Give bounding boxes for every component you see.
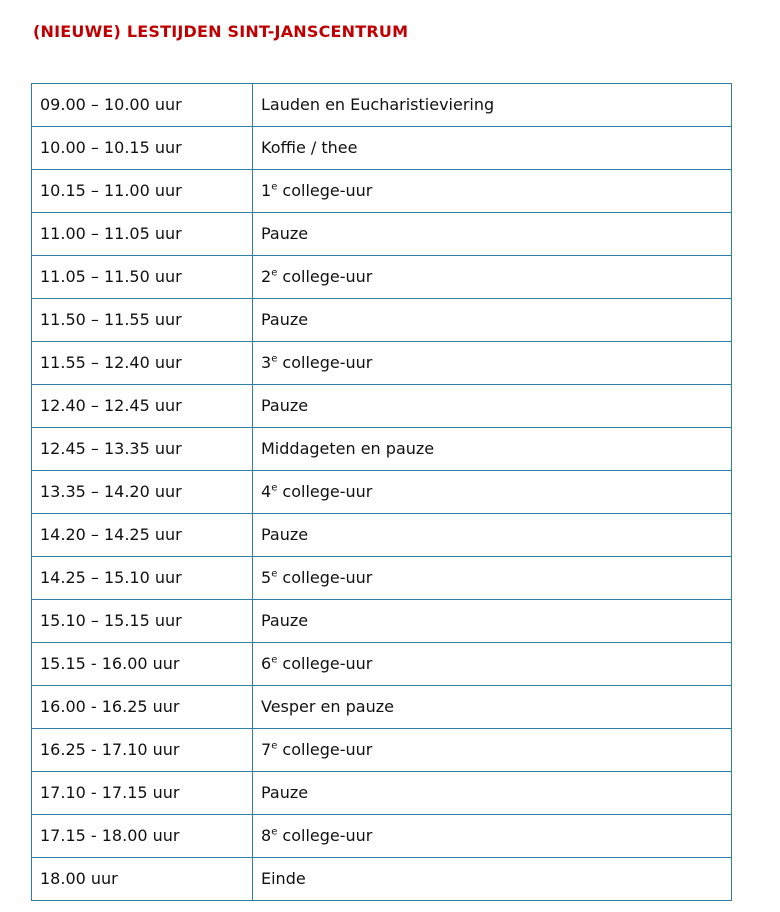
page-title: (NIEUWE) LESTIJDEN SINT-JANSCENTRUM <box>33 22 409 41</box>
activity-cell <box>253 643 732 686</box>
activity-cell <box>253 428 732 471</box>
activity-cell <box>253 471 732 514</box>
ordinal-number: 2 <box>261 267 272 286</box>
table-row <box>32 600 732 643</box>
table-row <box>32 127 732 170</box>
time-cell: 13.35 – 14.20 uur <box>32 471 253 514</box>
activity-label: Middageten en pauze <box>261 439 435 458</box>
time-cell: 18.00 uur <box>32 858 253 901</box>
activity-cell <box>253 84 732 127</box>
activity-cell <box>253 385 732 428</box>
activity-label: college-uur <box>277 826 373 845</box>
ordinal-suffix: e <box>271 826 278 838</box>
time-cell: 16.00 - 16.25 uur <box>32 686 253 729</box>
activity-label: Pauze <box>261 396 309 415</box>
time-cell: 11.55 – 12.40 uur <box>32 342 253 385</box>
time-cell: 10.00 – 10.15 uur <box>32 127 253 170</box>
ordinal-number: 7 <box>261 740 272 759</box>
activity-cell <box>253 213 732 256</box>
activity-label: Einde <box>261 869 306 888</box>
time-cell: 09.00 – 10.00 uur <box>32 84 253 127</box>
table-row <box>32 342 732 385</box>
table-row <box>32 686 732 729</box>
table-row <box>32 299 732 342</box>
activity-label: college-uur <box>277 568 373 587</box>
schedule-body <box>32 84 732 901</box>
activity-cell <box>253 815 732 858</box>
ordinal-number: 8 <box>261 826 272 845</box>
activity-cell <box>253 729 732 772</box>
activity-label: Vesper en pauze <box>261 697 394 716</box>
activity-cell <box>253 342 732 385</box>
ordinal-suffix: e <box>271 482 278 494</box>
time-cell: 15.10 – 15.15 uur <box>32 600 253 643</box>
activity-label: college-uur <box>277 267 373 286</box>
activity-label: Pauze <box>261 310 309 329</box>
activity-label: Pauze <box>261 525 309 544</box>
time-cell: 12.45 – 13.35 uur <box>32 428 253 471</box>
activity-label: Pauze <box>261 224 309 243</box>
activity-label: Lauden en Eucharistieviering <box>261 95 495 114</box>
ordinal-suffix: e <box>271 654 278 666</box>
activity-cell <box>253 858 732 901</box>
activity-label: Pauze <box>261 783 309 802</box>
ordinal-number: 3 <box>261 353 272 372</box>
activity-cell <box>253 170 732 213</box>
table-row <box>32 471 732 514</box>
activity-label: Pauze <box>261 611 309 630</box>
ordinal-number: 1 <box>261 181 272 200</box>
ordinal-suffix: e <box>271 353 278 365</box>
table-row <box>32 815 732 858</box>
activity-cell <box>253 686 732 729</box>
time-cell: 17.10 - 17.15 uur <box>32 772 253 815</box>
activity-cell <box>253 772 732 815</box>
activity-cell <box>253 514 732 557</box>
table-row <box>32 557 732 600</box>
time-cell: 17.15 - 18.00 uur <box>32 815 253 858</box>
table-row <box>32 772 732 815</box>
time-cell: 11.00 – 11.05 uur <box>32 213 253 256</box>
table-row <box>32 729 732 772</box>
time-cell: 16.25 - 17.10 uur <box>32 729 253 772</box>
schedule-table <box>31 83 732 901</box>
ordinal-number: 4 <box>261 482 272 501</box>
ordinal-number: 5 <box>261 568 272 587</box>
table-row <box>32 170 732 213</box>
time-cell: 11.05 – 11.50 uur <box>32 256 253 299</box>
time-cell: 14.20 – 14.25 uur <box>32 514 253 557</box>
table-row <box>32 385 732 428</box>
table-row <box>32 213 732 256</box>
activity-label: college-uur <box>277 740 373 759</box>
time-cell: 10.15 – 11.00 uur <box>32 170 253 213</box>
table-row <box>32 84 732 127</box>
activity-label: college-uur <box>277 353 373 372</box>
table-row <box>32 428 732 471</box>
table-row <box>32 643 732 686</box>
time-cell: 14.25 – 15.10 uur <box>32 557 253 600</box>
table-row <box>32 858 732 901</box>
activity-label: college-uur <box>277 482 373 501</box>
time-cell: 11.50 – 11.55 uur <box>32 299 253 342</box>
ordinal-suffix: e <box>271 267 278 279</box>
activity-cell <box>253 600 732 643</box>
activity-cell <box>253 557 732 600</box>
table-row <box>32 256 732 299</box>
ordinal-number: 6 <box>261 654 272 673</box>
activity-label: Koffie / thee <box>261 138 358 157</box>
activity-label: college-uur <box>277 181 373 200</box>
ordinal-suffix: e <box>271 181 278 193</box>
activity-cell <box>253 299 732 342</box>
activity-cell <box>253 127 732 170</box>
time-cell: 15.15 - 16.00 uur <box>32 643 253 686</box>
activity-label: college-uur <box>277 654 373 673</box>
ordinal-suffix: e <box>271 568 278 580</box>
ordinal-suffix: e <box>271 740 278 752</box>
time-cell: 12.40 – 12.45 uur <box>32 385 253 428</box>
table-row <box>32 514 732 557</box>
activity-cell <box>253 256 732 299</box>
